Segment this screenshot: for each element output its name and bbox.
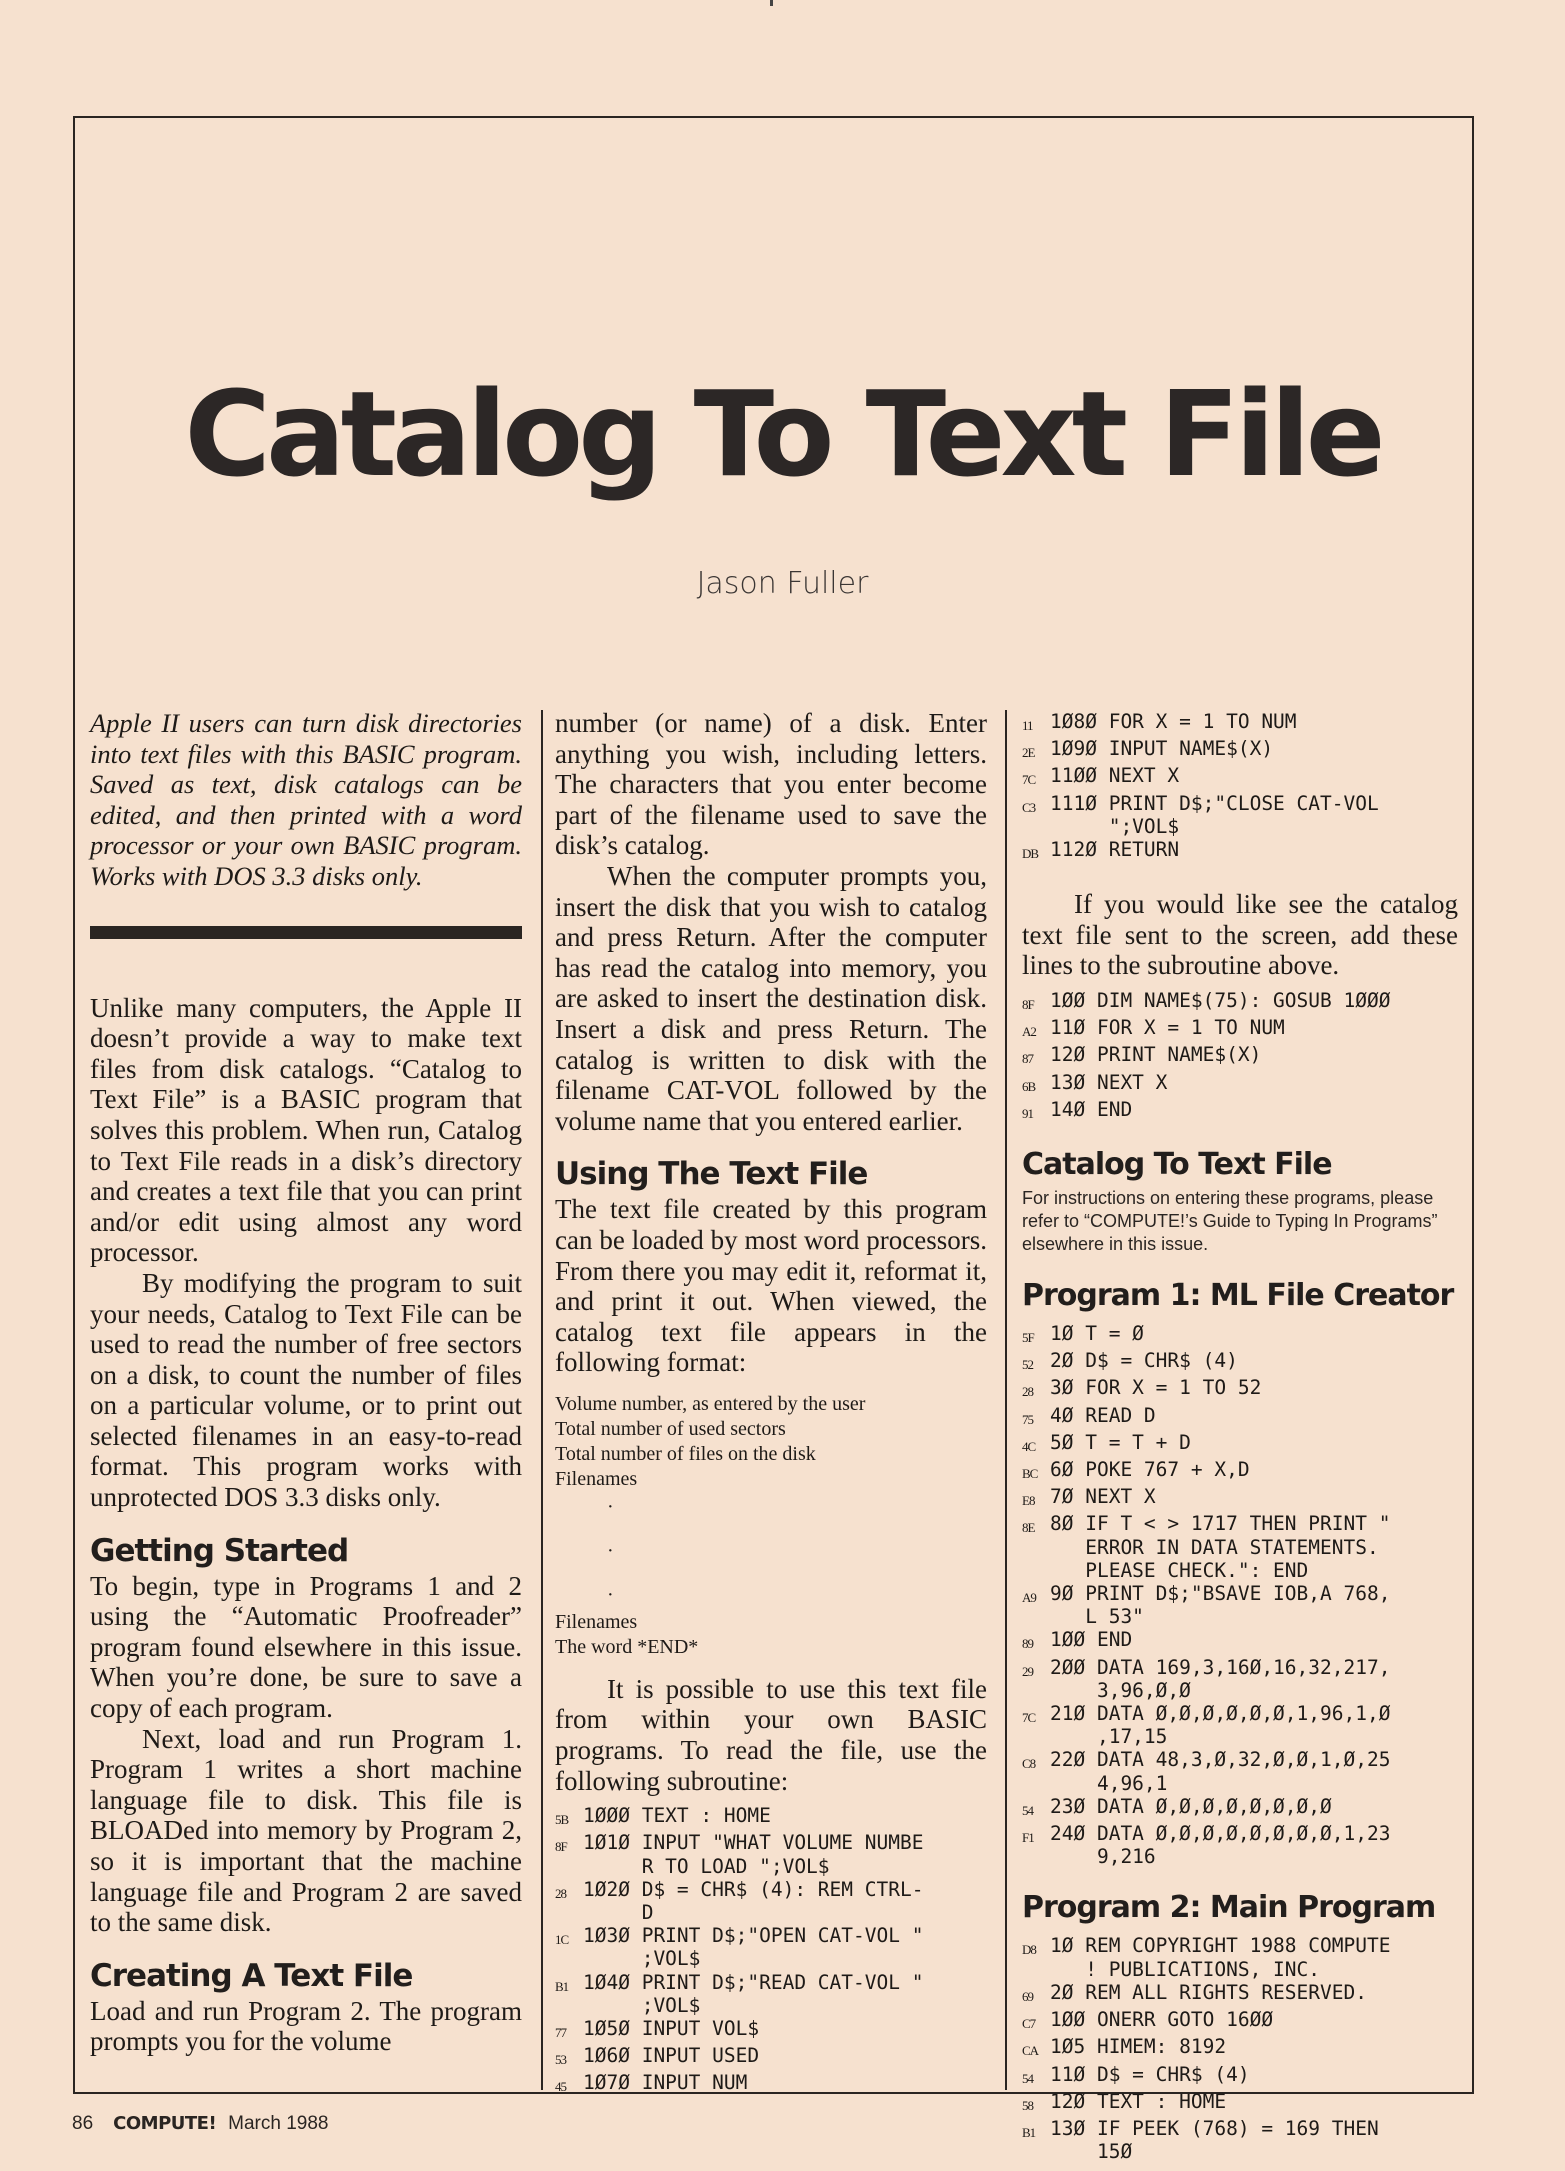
code-text: 1Ø T = Ø bbox=[1050, 1322, 1144, 1346]
heading-getting-started: Getting Started bbox=[90, 1532, 349, 1569]
code-text: 112Ø RETURN bbox=[1050, 838, 1180, 862]
checksum: 11 bbox=[1022, 718, 1033, 733]
code-line bbox=[555, 1804, 987, 1831]
code-line bbox=[555, 1831, 987, 1877]
code-text: 1Ø REM COPYRIGHT 1988 COMPUTE ! PUBLICATIONS, INC. bbox=[1050, 1934, 1391, 1981]
code-line bbox=[555, 1924, 987, 1970]
code-line bbox=[1022, 1748, 1458, 1794]
code-listing-subroutine-end bbox=[1022, 710, 1458, 865]
code-text: 1Ø6Ø INPUT USED bbox=[583, 2044, 760, 2068]
code-line bbox=[1022, 1981, 1458, 2008]
code-text: 1Ø2Ø D$ = CHR$ (4): REM CTRL- D bbox=[583, 1877, 924, 1925]
code-line bbox=[1022, 1349, 1458, 1376]
checksum: 4C bbox=[1022, 1438, 1036, 1454]
column-rule-1 bbox=[541, 710, 543, 2090]
code-text: 11ØØ NEXT X bbox=[1050, 764, 1180, 788]
code-line bbox=[1022, 1628, 1458, 1655]
checksum: 45 bbox=[555, 2079, 566, 2095]
checksum: BC bbox=[1022, 1466, 1038, 1482]
checksum: C7 bbox=[1022, 2016, 1036, 2032]
paragraph: If you would like see the catalog text file sent to the screen, add these lines to the subroutine above. bbox=[1022, 889, 1458, 981]
code-line bbox=[1022, 1582, 1458, 1628]
code-text: 1Ø5Ø INPUT VOL$ bbox=[583, 2017, 760, 2041]
paragraph: Load and run Program 2. The program prompts you for the volume bbox=[90, 1995, 522, 2057]
code-line bbox=[1022, 737, 1458, 764]
format-line: Filenames bbox=[555, 1610, 638, 1633]
code-line bbox=[1022, 1404, 1458, 1431]
checksum: D8 bbox=[1022, 1942, 1036, 1958]
code-line bbox=[1022, 710, 1458, 737]
checksum: 58 bbox=[1022, 2097, 1033, 2113]
code-text: 1Ø4Ø PRINT D$;"READ CAT-VOL " ;VOL$ bbox=[583, 1970, 924, 2017]
checksum: 53 bbox=[555, 2052, 566, 2068]
checksum: 6B bbox=[1022, 1078, 1036, 1094]
format-line: Total number of used sectors bbox=[555, 1417, 786, 1440]
code-listing-screen bbox=[1022, 989, 1458, 1125]
checksum: A2 bbox=[1022, 1024, 1036, 1040]
heading-using-text-file: Using The Text File bbox=[555, 1156, 868, 1193]
code-listing-subroutine bbox=[555, 1804, 987, 2098]
code-line bbox=[1022, 1098, 1458, 1125]
checksum: 28 bbox=[555, 1885, 566, 1901]
code-text: 23Ø DATA Ø,Ø,Ø,Ø,Ø,Ø,Ø,Ø bbox=[1050, 1794, 1332, 1818]
checksum: 1C bbox=[555, 1932, 569, 1948]
code-line bbox=[1022, 1043, 1458, 1070]
code-line bbox=[1022, 1822, 1458, 1868]
checksum: 8F bbox=[1022, 997, 1034, 1012]
page-footer bbox=[72, 2113, 329, 2135]
checksum: 8E bbox=[1022, 1520, 1035, 1536]
code-text: 3Ø FOR X = 1 TO 52 bbox=[1050, 1376, 1262, 1400]
checksum: B1 bbox=[1022, 2124, 1036, 2140]
column-3 bbox=[1022, 708, 1458, 2171]
magazine-name: COMPUTE! bbox=[113, 2113, 217, 2134]
code-line bbox=[555, 1971, 987, 2017]
code-text: 1Ø5 HIMEM: 8192 bbox=[1050, 2035, 1227, 2059]
checksum: E8 bbox=[1022, 1493, 1035, 1509]
format-line: Volume number, as entered by the user bbox=[555, 1392, 866, 1415]
page-number: 86 bbox=[72, 2113, 94, 2134]
checksum: 28 bbox=[1022, 1384, 1033, 1400]
checksum: C3 bbox=[1022, 799, 1036, 815]
code-text: 1Ø3Ø PRINT D$;"OPEN CAT-VOL " ;VOL$ bbox=[583, 1924, 924, 1971]
checksum: 5F bbox=[1022, 1330, 1034, 1346]
code-text: 12Ø PRINT NAME$(X) bbox=[1050, 1043, 1262, 1067]
checksum: 2E bbox=[1022, 745, 1035, 761]
code-line bbox=[1022, 1485, 1458, 1512]
code-line bbox=[1022, 1016, 1458, 1043]
paragraph: When the computer prompts you, insert the disk that you wish to catalog and press Return. After the computer has read the catalog into memory, you are asked to insert the destination disk. Insert a disk and press Return. The catalog is written to disk with the filename CAT-VOL followed by the volume name that you entered earlier. bbox=[555, 860, 987, 1136]
code-line bbox=[1022, 2090, 1458, 2117]
checksum: DB bbox=[1022, 846, 1039, 862]
code-text: 2ØØ DATA 169,3,16Ø,16,32,217, 3,96,Ø,Ø bbox=[1050, 1655, 1391, 1702]
paragraph: Next, load and run Program 1. Program 1 writes a short machine language file to disk. This file is BLOADed into memory by Program 2, so it is important that the machine language file and Program 2 are saved to the same disk. bbox=[90, 1723, 522, 1938]
paragraph: It is possible to use this text file from within your own BASIC programs. To read the file, use the following subroutine: bbox=[555, 1673, 987, 1796]
code-line bbox=[1022, 989, 1458, 1016]
checksum: 8F bbox=[555, 1839, 567, 1855]
checksum: 89 bbox=[1022, 1636, 1033, 1652]
column-2 bbox=[555, 708, 987, 2107]
code-text: 5Ø T = T + D bbox=[1050, 1430, 1191, 1454]
code-line bbox=[1022, 2063, 1458, 2090]
code-listing-program-1 bbox=[1022, 1322, 1458, 1868]
code-text: 14Ø END bbox=[1050, 1097, 1133, 1121]
author-byline: Jason Fuller bbox=[696, 566, 869, 601]
checksum: 52 bbox=[1022, 1357, 1033, 1373]
checksum: 69 bbox=[1022, 1988, 1033, 2004]
checksum: A9 bbox=[1022, 1590, 1036, 1606]
checksum: B1 bbox=[555, 1978, 569, 1994]
deck-divider bbox=[90, 926, 522, 939]
code-text: 4Ø READ D bbox=[1050, 1403, 1156, 1427]
code-text: 111Ø PRINT D$;"CLOSE CAT-VOL ";VOL$ bbox=[1050, 791, 1379, 838]
code-text: 11Ø FOR X = 1 TO NUM bbox=[1050, 1016, 1285, 1040]
checksum: 54 bbox=[1022, 1802, 1033, 1818]
code-line bbox=[1022, 2035, 1458, 2062]
code-text: 7Ø NEXT X bbox=[1050, 1485, 1156, 1509]
code-line bbox=[1022, 2008, 1458, 2035]
heading-listing-title: Catalog To Text File bbox=[1022, 1147, 1332, 1183]
paragraph: By modifying the program to suit your needs, Catalog to Text File can be used to read the number of free sectors on a disk, to count the number of files on a particular volume, or to print out selected filenames in an easy-to-read format. This program works with unprotected DOS 3.3 disks only. bbox=[90, 1267, 522, 1513]
code-text: 1Ø1Ø INPUT "WHAT VOLUME NUMBE R TO LOAD ";VOL$ bbox=[583, 1831, 924, 1878]
code-text: 1Ø7Ø INPUT NUM bbox=[583, 2071, 748, 2095]
checksum: 91 bbox=[1022, 1105, 1033, 1121]
paragraph: The text file created by this program can be loaded by most word processors. From there you may edit it, reformat it, and print it out. When viewed, the catalog text file appears in the following format: bbox=[555, 1194, 987, 1378]
code-text: 13Ø IF PEEK (768) = 169 THEN 15Ø bbox=[1050, 2116, 1379, 2164]
code-text: 1ØØ DIM NAME$(75): GOSUB 1ØØØ bbox=[1050, 989, 1391, 1012]
code-line bbox=[1022, 1512, 1458, 1582]
code-line bbox=[1022, 1795, 1458, 1822]
code-text: 22Ø DATA 48,3,Ø,32,Ø,Ø,1,Ø,25 4,96,1 bbox=[1050, 1748, 1391, 1795]
checksum: 7C bbox=[1022, 772, 1036, 788]
code-text: 13Ø NEXT X bbox=[1050, 1070, 1168, 1094]
code-line bbox=[1022, 1431, 1458, 1458]
code-text: 1ØØ ONERR GOTO 16ØØ bbox=[1050, 2008, 1274, 2032]
code-text: 1Ø8Ø FOR X = 1 TO NUM bbox=[1050, 710, 1297, 733]
checksum: 5B bbox=[555, 1812, 569, 1828]
paragraph: Unlike many computers, the Apple II doesn’t provide a way to make text files from disk catalogs. “Catalog to Text File” is a BASIC program that solves this problem. When run, Catalog to Text File reads in a disk’s directory and creates a text file that you can print and/or edit using almost any word processor. bbox=[90, 992, 522, 1268]
code-line bbox=[555, 2071, 987, 2098]
code-text: 6Ø POKE 767 + X,D bbox=[1050, 1458, 1250, 1482]
code-text: 12Ø TEXT : HOME bbox=[1050, 2089, 1227, 2113]
heading-creating-text-file: Creating A Text File bbox=[90, 1957, 413, 1994]
article-title: Catalog To Text File bbox=[184, 365, 1381, 503]
code-line bbox=[1022, 1656, 1458, 1702]
format-line: The word *END* bbox=[555, 1635, 699, 1658]
code-text: 9Ø PRINT D$;"BSAVE IOB,A 768, L 53" bbox=[1050, 1582, 1391, 1629]
article-deck: Apple II users can turn disk directories into text files with this BASIC program. Saved as text, disk catalogs can be edited, and then printed with a word processor or your own BASIC program. Works with DOS 3.3 disks only. bbox=[90, 708, 522, 891]
typing-note: For instructions on entering these programs, please refer to “COMPUTE!’s Guide to Typing In Programs” elsewhere in this issue. bbox=[1022, 1188, 1438, 1255]
code-line bbox=[1022, 1376, 1458, 1403]
code-listing-program-2 bbox=[1022, 1934, 1458, 2163]
code-line bbox=[555, 2044, 987, 2071]
column-rule-2 bbox=[1005, 710, 1007, 2090]
format-line: Total number of files on the disk bbox=[555, 1442, 816, 1465]
code-text: 21Ø DATA Ø,Ø,Ø,Ø,Ø,Ø,1,96,1,Ø ,17,15 bbox=[1050, 1702, 1391, 1749]
code-text: 2Ø REM ALL RIGHTS RESERVED. bbox=[1050, 1980, 1367, 2004]
checksum: CA bbox=[1022, 2043, 1039, 2059]
top-mark bbox=[770, 0, 773, 6]
code-line bbox=[1022, 2117, 1458, 2163]
heading-program-1: Program 1: ML File Creator bbox=[1022, 1278, 1454, 1314]
checksum: 7C bbox=[1022, 1710, 1036, 1726]
code-text: 11Ø D$ = CHR$ (4) bbox=[1050, 2062, 1250, 2086]
checksum: 29 bbox=[1022, 1663, 1033, 1679]
checksum: 75 bbox=[1022, 1411, 1033, 1427]
checksum: C8 bbox=[1022, 1756, 1036, 1772]
heading-program-2: Program 2: Main Program bbox=[1022, 1890, 1436, 1926]
code-line bbox=[1022, 1702, 1458, 1748]
checksum: F1 bbox=[1022, 1830, 1034, 1846]
code-line bbox=[555, 1878, 987, 1924]
code-line bbox=[1022, 838, 1458, 865]
checksum: 87 bbox=[1022, 1051, 1033, 1067]
code-text: 1ØØ END bbox=[1050, 1628, 1133, 1652]
checksum: 77 bbox=[555, 2025, 566, 2041]
code-text: 24Ø DATA Ø,Ø,Ø,Ø,Ø,Ø,Ø,Ø,1,23 9,216 bbox=[1050, 1822, 1391, 1869]
paragraph: To begin, type in Programs 1 and 2 using the “Automatic Proofreader” program found elsewhere in this issue. When you’re done, be sure to save a copy of each program. bbox=[90, 1570, 522, 1724]
code-line bbox=[1022, 1322, 1458, 1349]
code-line bbox=[1022, 1934, 1458, 1980]
format-line: Filenames bbox=[555, 1467, 638, 1490]
code-text: 1Ø9Ø INPUT NAME$(X) bbox=[1050, 737, 1274, 761]
code-line bbox=[1022, 792, 1458, 838]
code-text: 8Ø IF T < > 1717 THEN PRINT " ERROR IN DATA STATEMENTS. PLEASE CHECK.": END bbox=[1050, 1512, 1391, 1582]
code-text: 1ØØØ TEXT : HOME bbox=[583, 1804, 771, 1828]
code-line bbox=[555, 2017, 987, 2044]
issue-date: March 1988 bbox=[228, 2113, 329, 2134]
code-text: 2Ø D$ = CHR$ (4) bbox=[1050, 1349, 1238, 1373]
column-1 bbox=[90, 708, 522, 2057]
code-line bbox=[1022, 1071, 1458, 1098]
checksum: 54 bbox=[1022, 2070, 1033, 2086]
paragraph: number (or name) of a disk. Enter anything you wish, including letters. The characters that you enter become part of the filename used to save the disk’s catalog. bbox=[555, 708, 987, 861]
ellipsis-dots: · · · bbox=[607, 1495, 614, 1606]
code-line bbox=[1022, 764, 1458, 791]
code-line bbox=[1022, 1458, 1458, 1485]
